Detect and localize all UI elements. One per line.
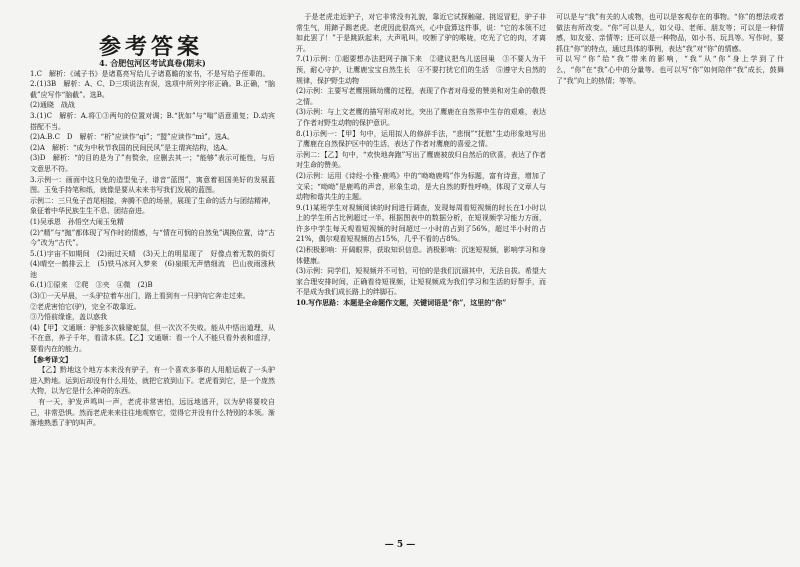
column-middle	[296, 12, 546, 534]
answer-item: 8.(1)示例一：【甲】句中，运用拟人的修辞手法，“悲悯”“抚慰”生动形象地写出了鹰鹿在自然保护区中的生活，表达了作者对鹰鹿的喜爱之情。	[296, 129, 546, 149]
answer-item: (2)通晓 战战	[30, 101, 75, 110]
answer-item: (2)“精”与“抛”都体现了写作时的情感，与“情在可悯的自然兔”调换位置，诗“古今”改为“古代”。	[30, 228, 275, 248]
answer-item: 9.(1)某班学生对视频阅读的时间进行调查，发现每周看短视频的时长在1小时以上的学生所占比例超过一半。根据图表中的数据分析，在短视频学习能力方面，许多中学生每天观看短视频的时间超过一小时的占到了56%，超过半小时的占21%，偶尔观看短视频的占15%，几乎不看的占8%。	[296, 203, 546, 244]
answer-item: 1.C 解析：《诫子书》是诸葛亮写给儿子诸葛瞻的家书，不是写给子侄辈的。	[30, 69, 270, 78]
answer-item: 示例二：三只兔子首尾相接，奔腾不息的场景，展现了生命的活力与团结精神，象征着中华民族生生不息、团结奋进。	[30, 196, 275, 216]
answer-item: 3.示例一：画面中这只兔的造型兔子，谱音“蓝图”，寓意着祖国美好的发展蓝图。玉兔手持笔和纸，就像是要从未来书写我们发展的蓝图。	[30, 175, 275, 195]
column-left	[30, 58, 282, 534]
answer-item: (2)示例：主要写老鹰照顾幼鹰的过程，表现了作者对母爱的赞美和对生命的敬畏之情。	[296, 87, 546, 106]
answer-item: (2)A.B.C D 解析：“析”应读作“qì”；“盟”应读作“mì”。选A。	[30, 133, 234, 142]
answer-item: (2)A 解析：“成为中秋节我国的民间民风”是主谓宾结构，选A。	[30, 143, 233, 152]
answer-item: 10.写作思路：本题是全命题作文题，关键词语是“你”，这里的“你”	[296, 298, 507, 308]
answer-item: 示例二：【乙】句中，“欢快地奔跑”写出了鹰鹿被放归自然后的欣喜，表达了作者对生命的赞美。	[296, 150, 546, 170]
translation-paragraph: 于是老虎走近驴子，对它非常没有礼貌，靠近它试探触碰、挑逗冒犯，驴子非常生气，用蹄子踢老虎。老虎因此很高兴，心中盘算这件事，说：“它的本领不过如此罢了！”于是跳跃起来，大声吼叫，咬断了驴的喉咙，吃光了它的肉，才离开。	[296, 13, 546, 53]
page-title: 参考答案	[98, 34, 203, 60]
translation-paragraph: 有一天，驴发声鸣叫一声，老虎非常害怕，远远地逃开，以为驴将要咬自己，非常恐惧。然而老虎来来往往地观察它，觉得它并没有什么特别的本领。渐渐地熟悉了驴的叫声。	[30, 398, 275, 428]
answer-item: (2)示例：运用《诗经·小雅·鹿鸣》中的“呦呦鹿鸣”作为标题，富有诗意，增加了文采；“呦呦”是鹿鸣的声音，形象生动，是大自然的野性呼唤，体现了文章人与动物和谐共生的主题。	[296, 171, 546, 202]
answer-item: 2.(1)3B 解析：A、C、D三项说法有误，选项中所列字形正确。B.正确，“脑截”应写作“脑截”。选B。	[30, 80, 275, 99]
answer-item: (2)积极影响：开阔眼界，获取知识信息。消极影响：沉迷短视频，影响学习和身体健康。	[296, 246, 546, 265]
answer-item: ③乃悟前缘谁，盖以惑我	[30, 313, 107, 322]
translation-heading: 【参考译文】	[30, 354, 72, 364]
answer-item: 6.(1)①原来 ②爬 ③夹 ④微 (2)B	[30, 281, 153, 290]
answer-item: 7.(1)示例：①超要想办法把网子摘下来 ②建议把鸟儿送回巢 ③不要人为干预，耐心守护，让鹰鹿宝宝自然生长 ④不要打扰它们的生活 ⑤遵守大自然的规律，保护野生动物	[296, 55, 546, 85]
answer-item: (3)示例：与上文老鹰的描写形成对比，突出了鹰鹿在自然界中生存的艰难，表达了作者对野生动物的保护意识。	[296, 108, 546, 127]
section-title: 4. 合肥包河区考试真卷(期末)	[99, 58, 206, 68]
translation-paragraph: 【乙】黔地这个地方本来没有驴子，有一个喜欢多事的人用船运载了一头驴进入黔地。运到后却没有什么用处，就把它放到山下。老虎看到它，是一个庞然大物，以为它是什么神奇的东西。	[30, 366, 275, 396]
answer-item: 5.(1)宇宙不如期间 (2)雨过天晴 (3)天上的明星现了 好像点着无数的街灯 (4)晴空一鹤排云上 (5)铁马冰河入梦来 (6)泉眼无声惜细流 巴山夜雨涨秋池	[30, 249, 282, 279]
answer-item: 可以写“你”给“我”带来的影响，“我”从“你”身上学到了什么，“你”在“我”心中的分量等。也可以写“你”如何陪伴“我”成长，鼓舞了“我”向上的热情；等等。	[556, 55, 784, 85]
answer-item: 可以是与“我”有关的人或物，也可以是客观存在的事物。“你”的想法或者做法有所改变。“你”可以是人，如父母、老师、朋友等；可以是一种情感，如友爱、亲情等；还可以是一种物品，如小书、玩具等。写作时，要抓住“你”的特点，通过具体的事例，表达“我”对“你”的情感。	[556, 13, 784, 53]
answer-item: (3)①一天早晨，一头驴拉着车出门，路上看到有一只驴向它奔走过来。	[30, 292, 250, 301]
column-right	[556, 12, 784, 152]
answer-item: 3.(1)C 解析：A.将①③两句的位置对调；B.“犹如”与“嗡”语意重复；D.动宾搭配不当。	[30, 111, 275, 131]
answer-item: (3)D 解析：“的目的是为了”有赘余，应删去其一；“能够”表示可能性，与后文意思不符。	[30, 154, 275, 173]
page-number: — 5 —	[384, 540, 416, 550]
answer-item: (1)吴承恩 孙悟空大闹玉兔精	[30, 217, 124, 226]
answer-item: ②老虎害怕它(驴)，完全不敢靠近。	[30, 302, 141, 311]
answer-item: (3)示例：同学们，短视频并不可怕，可怕的是我们沉溺其中，无法自拔。希望大家合理安排时间，正确看待短视频，让短视频成为我们学习和生活的好帮手，而不是成为我们成长路上的绊脚石。	[296, 267, 546, 297]
answer-item: (4)【甲】文通顺：驴能多次躲避蛇鼠，但一次次不失败。能从中悟出道理，从不在意，养子千年，看清本质。【乙】文通顺：看一个人不能只看外表和虚浮，要看内在的能力。	[30, 323, 275, 354]
